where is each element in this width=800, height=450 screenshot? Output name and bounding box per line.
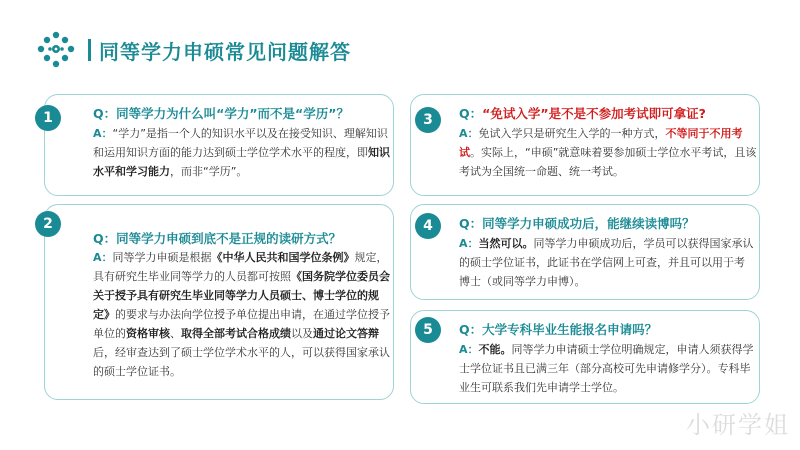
- card-number-badge: 2: [35, 211, 61, 237]
- faq-card-2: [44, 204, 394, 400]
- question-text: Q：同等学力申硕成功后，能继续读博吗？: [459, 216, 695, 231]
- answer-text: A：同等学力申硕是根据《中华人民共和国学位条例》规定，具有研究生毕业同等学力的人员都可按照《国务院学位委员会关于授予具有研究生毕业同等学力人员硕士、博士学位的规定》的要求与办法向学位授予单位提出申请，在通过学位授予单位的资格审核、取得全部考试合格成绩以及通过论文答辩后，经审查达到了硕士学位学术水平的人，可以获得国家承认的硕士学位证书。: [93, 251, 390, 378]
- faq-card-4: [410, 204, 760, 300]
- card-number-badge: 3: [415, 107, 441, 133]
- question-text: Q：“免试入学”是不是不参加考试即可拿证?: [459, 106, 706, 121]
- page-title: 同等学力申硕常见问题解答: [99, 39, 351, 64]
- question-text: Q：大学专科毕业生能报名申请吗？: [459, 322, 658, 337]
- card-number-badge: 5: [415, 317, 441, 343]
- answer-text: A：当然可以。同等学力申硕成功后，学员可以获得国家承认的硕士学位证书，此证书在学信网上可查，并且可以用于考博士（或同等学力申博）。: [459, 237, 754, 288]
- faq-card-5: [410, 310, 760, 404]
- faq-card-1: [44, 94, 394, 196]
- answer-text: A：“学力”是指一个人的知识水平以及在接受知识、理解知识和运用知识方面的能力达到硕士学位学术水平的程度，即知识水平和学习能力，而非“学历”。: [93, 127, 390, 178]
- watermark-text: 小研学姐: [686, 411, 790, 439]
- answer-text: A：免试入学只是研究生入学的一种方式，不等同于不用考试。实际上，“申硕”就意味着要参加硕士学位水平考试，且该考试为全国统一命题、统一考试。: [459, 127, 757, 178]
- page-header: [36, 30, 351, 70]
- faq-card-3: [410, 94, 760, 196]
- title-divider: [88, 39, 91, 61]
- question-text: Q：同等学力申硕到底不是正规的读研方式？: [93, 231, 342, 246]
- answer-text: A：不能。同等学力申请硕士学位明确规定，申请人须获得学士学位证书且已满三年（部分高校可先申请修学分）。专科毕业生可联系我们先申请学士学位。: [459, 343, 754, 394]
- question-text: Q：同等学力为什么叫“学力”而不是“学历”？: [93, 106, 349, 121]
- card-number-badge: 4: [415, 213, 441, 239]
- card-number-badge: 1: [35, 105, 61, 131]
- dotted-circle-logo-icon: [36, 30, 80, 70]
